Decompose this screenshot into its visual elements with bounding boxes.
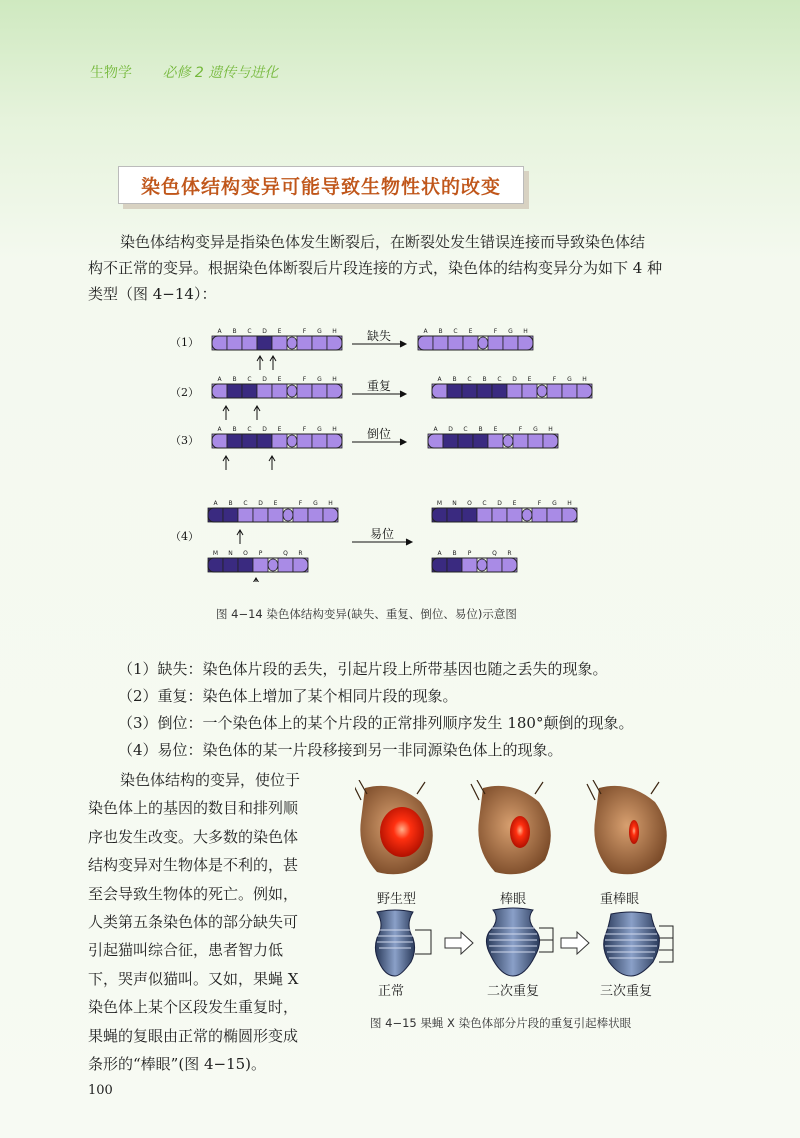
- label-normal: 正常: [378, 984, 405, 999]
- r1-after-centromere: [478, 337, 488, 349]
- r2-before-centromere: [287, 385, 297, 397]
- r4b-after-centromere: [477, 559, 487, 571]
- r4b-before-gene-N: [223, 558, 238, 572]
- r1-before-gene-label: A: [217, 328, 222, 335]
- r3-after-gene-B: [473, 434, 488, 448]
- left-line: 至会导致生物体的死亡。例如，: [88, 884, 299, 903]
- fly-head-wild-type: [355, 780, 433, 874]
- r4a-after-gene-label: M: [436, 500, 443, 507]
- header-subject: 生物学: [90, 65, 132, 81]
- r4b-before-gene-label: O: [243, 550, 248, 557]
- r3-after-gene-G: [528, 434, 543, 448]
- r1-after-gene-G: [503, 336, 518, 350]
- header-book: 必修 2 遗传与进化: [162, 65, 279, 81]
- intro-line-1: 染色体结构变异是指染色体发生断裂后，在断裂处发生错误连接而导致染色体结: [120, 233, 646, 251]
- r2-after-gene-label: D: [512, 376, 517, 383]
- r1-before-gene-label: D: [262, 328, 267, 335]
- r2-after-gene-E: [522, 384, 537, 398]
- r4a-after-gene-F: [532, 508, 547, 522]
- r4b-before-gene-M: [208, 558, 223, 572]
- r4b-before-gene-label: R: [298, 550, 303, 557]
- segment-normal: [375, 910, 431, 976]
- r2-before-gene-A: [212, 384, 227, 398]
- r2-after-gene-label: F: [552, 376, 557, 383]
- r2-after-gene-D: [507, 384, 522, 398]
- r4a-after-centromere: [522, 509, 532, 521]
- r4b-before-gene-label: P: [258, 550, 263, 557]
- r1-after-gene-label: G: [508, 328, 513, 335]
- r4b-after-gene-label: A: [437, 550, 442, 557]
- row-label-1: （1）: [170, 336, 199, 349]
- r4a-before-gene-E: [268, 508, 283, 522]
- r4a-before-gene-C: [238, 508, 253, 522]
- r1-after-gene-label: A: [423, 328, 428, 335]
- left-line: 条形的“棒眼”(图 4−15)。: [88, 1055, 267, 1074]
- arrow-duplication-label: 重复: [366, 379, 392, 393]
- definition-deletion: （1）缺失：染色体片段的丢失，引起片段上所带基因也随之丢失的现象。: [118, 660, 608, 678]
- r2-before-gene-F: [297, 384, 312, 398]
- r2-after-gene-label: H: [582, 376, 587, 383]
- r4a-before-gene-label: B: [228, 500, 233, 507]
- r2-before-gene-label: E: [277, 376, 282, 383]
- label-wild-type: 野生型: [377, 892, 417, 907]
- section-title-box: [118, 166, 524, 204]
- row-label-4: （4）: [170, 530, 199, 543]
- r4b-before-gene-P: [253, 558, 268, 572]
- r3-after-gene-label: G: [533, 426, 538, 433]
- r1-before-gene-D: [257, 336, 272, 350]
- r4a-after-gene-label: O: [467, 500, 472, 507]
- fly-head-double-bar-eye: [587, 780, 667, 874]
- r2-after-gene-label: A: [437, 376, 442, 383]
- r4a-after-gene-label: C: [482, 500, 487, 507]
- r4b-after-gene-P: [462, 558, 477, 572]
- r4b-after-gene-label: B: [452, 550, 457, 557]
- r4a-before-gene-A: [208, 508, 223, 522]
- arrow-duplication-head: [400, 391, 406, 397]
- arrow-deletion-label: 缺失: [366, 329, 392, 343]
- left-line: 染色体上某个区段发生重复时，: [88, 998, 299, 1017]
- r1-before-gene-G: [312, 336, 327, 350]
- r4a-before-gene-label: A: [213, 500, 218, 507]
- label-bar-eye: 棒眼: [500, 892, 527, 907]
- r3-before-gene-label: B: [232, 426, 237, 433]
- r3-before-gene-B: [227, 434, 242, 448]
- r4b-before-gene-label: N: [228, 550, 233, 557]
- r3-after-gene-label: C: [463, 426, 468, 433]
- r4a-before-gene-F: [293, 508, 308, 522]
- r2-before-gene-B: [227, 384, 242, 398]
- r4a-after-gene-G: [547, 508, 562, 522]
- r2-after-gene-label: C: [497, 376, 502, 383]
- r3-after-gene-label: D: [448, 426, 453, 433]
- r4b-after-gene-label: P: [467, 550, 472, 557]
- page-number: 100: [88, 1083, 113, 1098]
- r1-before-gene-label: G: [317, 328, 322, 335]
- figure-4-14-chromosome-variation: [160, 322, 620, 582]
- r1-before-gene-label: B: [232, 328, 237, 335]
- r3-before-gene-label: F: [302, 426, 307, 433]
- r4b-after-gene-R: [502, 558, 517, 572]
- segment-triple: [604, 912, 673, 976]
- r4b-after-gene-Q: [487, 558, 502, 572]
- r2-before-gene-label: A: [217, 376, 222, 383]
- r2-after-gene-F: [547, 384, 562, 398]
- r4a-after-gene-label: H: [567, 500, 572, 507]
- r4b-after-gene-A: [432, 558, 447, 572]
- row-label-2: （2）: [170, 386, 199, 399]
- intro-line-3: 类型（图 4−14）：: [88, 285, 217, 303]
- intro-paragraph: [88, 229, 712, 307]
- r3-after-gene-D: [443, 434, 458, 448]
- section-title: 染色体结构变异可能导致生物性状的改变: [140, 176, 501, 198]
- r2-before-gene-label: F: [302, 376, 307, 383]
- fly-head-bar-eye: [471, 780, 551, 874]
- r2-before-gene-C: [242, 384, 257, 398]
- r3-before-gene-E: [272, 434, 287, 448]
- r3-before-gene-C: [242, 434, 257, 448]
- r1-before-gene-B: [227, 336, 242, 350]
- r1-after-gene-label: C: [453, 328, 458, 335]
- r3-before-centromere: [287, 435, 297, 447]
- r2-after-gene-B: [447, 384, 462, 398]
- left-line: 下，哭声似猫叫。又如，果蝇 X: [88, 969, 299, 988]
- r2-before-gene-label: H: [332, 376, 337, 383]
- r3-before-gene-A: [212, 434, 227, 448]
- label-double-bar-eye: 重棒眼: [600, 892, 640, 907]
- r4a-before-gene-label: D: [258, 500, 263, 507]
- r4a-after-gene-N: [447, 508, 462, 522]
- r4a-before-gene-label: H: [328, 500, 333, 507]
- r3-before-gene-label: C: [247, 426, 252, 433]
- r2-before-gene-label: G: [317, 376, 322, 383]
- r1-after-gene-H: [518, 336, 533, 350]
- r4b-after-gene-B: [447, 558, 462, 572]
- r3-after-gene-A: [428, 434, 443, 448]
- r4b-before-gene-O: [238, 558, 253, 572]
- r4a-before-gene-D: [253, 508, 268, 522]
- r4a-after-gene-M: [432, 508, 447, 522]
- r1-before-gene-C: [242, 336, 257, 350]
- r4b-before-gene-label: Q: [283, 550, 288, 557]
- r4a-after-gene-label: F: [537, 500, 542, 507]
- r2-after-gene-label: B: [452, 376, 457, 383]
- label-triple-repeat: 三次重复: [600, 984, 653, 999]
- r2-after-gene-H: [577, 384, 592, 398]
- r3-after-gene-F: [513, 434, 528, 448]
- left-column-paragraph: [88, 766, 338, 1078]
- r1-before-gene-label: E: [277, 328, 282, 335]
- left-line: 序也发生改变。大多数的染色体: [88, 827, 299, 846]
- r3-after-gene-H: [543, 434, 558, 448]
- row-label-3: （3）: [170, 434, 199, 447]
- r1-after-gene-C: [448, 336, 463, 350]
- r3-before-gene-label: D: [262, 426, 267, 433]
- r4b-before-centromere: [268, 559, 278, 571]
- r2-after-gene-label: B: [482, 376, 487, 383]
- r3-before-gene-F: [297, 434, 312, 448]
- figure-4-15-caption: 图 4−15 果蝇 X 染色体部分片段的重复引起棒状眼: [370, 1016, 632, 1030]
- r3-before-gene-label: E: [277, 426, 282, 433]
- r1-before-centromere: [287, 337, 297, 349]
- r2-before-gene-label: D: [262, 376, 267, 383]
- r1-after-gene-label: H: [523, 328, 528, 335]
- r3-after-gene-label: H: [548, 426, 553, 433]
- r3-before-gene-label: G: [317, 426, 322, 433]
- r3-before-gene-G: [312, 434, 327, 448]
- r2-after-gene-A: [432, 384, 447, 398]
- left-line: 结构变异对生物体是不利的，甚: [88, 856, 299, 875]
- r3-after-gene-E: [488, 434, 503, 448]
- r4a-before-gene-G: [308, 508, 323, 522]
- r4a-before-gene-H: [323, 508, 338, 522]
- r4a-before-gene-label: F: [298, 500, 303, 507]
- r4a-before-gene-label: E: [273, 500, 278, 507]
- r4a-after-gene-H: [562, 508, 577, 522]
- figure-4-14-caption: 图 4−14 染色体结构变异(缺失、重复、倒位、易位)示意图: [216, 607, 517, 621]
- r3-after-gene-label: A: [433, 426, 438, 433]
- r2-before-gene-H: [327, 384, 342, 398]
- r3-before-gene-D: [257, 434, 272, 448]
- r1-before-gene-label: C: [247, 328, 252, 335]
- r1-after-gene-label: B: [438, 328, 443, 335]
- r4a-after-gene-label: G: [552, 500, 557, 507]
- r4a-after-gene-label: D: [497, 500, 502, 507]
- r2-after-gene-B: [477, 384, 492, 398]
- r1-after-gene-label: F: [493, 328, 498, 335]
- r2-after-gene-label: E: [527, 376, 532, 383]
- definition-inversion: （3）倒位：一个染色体上的某个片段的正常排列顺序发生 180°颠倒的现象。: [118, 714, 634, 732]
- arrow-inversion-head: [400, 439, 406, 445]
- r1-before-gene-F: [297, 336, 312, 350]
- r2-before-gene-E: [272, 384, 287, 398]
- r4a-after-gene-C: [477, 508, 492, 522]
- r3-before-gene-label: A: [217, 426, 222, 433]
- r4a-before-gene-label: C: [243, 500, 248, 507]
- r3-after-gene-C: [458, 434, 473, 448]
- left-line: 人类第五条染色体的部分缺失可: [88, 913, 299, 932]
- r1-after-gene-B: [433, 336, 448, 350]
- r3-before-gene-H: [327, 434, 342, 448]
- arrow-translocation-label: 易位: [369, 527, 395, 541]
- left-line: 引起猫叫综合征，患者智力低: [88, 941, 284, 960]
- r1-after-gene-E: [463, 336, 478, 350]
- r4a-before-gene-label: G: [313, 500, 318, 507]
- segment-double: [486, 908, 553, 976]
- r4a-before-centromere: [283, 509, 293, 521]
- r4b-before-gene-label: M: [212, 550, 219, 557]
- r1-before-gene-E: [272, 336, 287, 350]
- r2-after-gene-label: C: [467, 376, 472, 383]
- r2-after-gene-label: G: [567, 376, 572, 383]
- r2-after-gene-G: [562, 384, 577, 398]
- arrow-deletion-head: [400, 341, 406, 347]
- left-line: 染色体上的基因的数目和排列顺: [88, 799, 299, 818]
- r4a-before-gene-B: [223, 508, 238, 522]
- r2-after-centromere: [537, 385, 547, 397]
- arrow-translocation-head: [406, 539, 412, 545]
- r1-before-gene-H: [327, 336, 342, 350]
- r4b-before-gene-Q: [278, 558, 293, 572]
- left-line: 染色体结构的变异，使位于: [120, 771, 301, 789]
- r3-after-gene-label: E: [493, 426, 498, 433]
- running-header: [90, 62, 278, 82]
- r1-after-gene-label: E: [468, 328, 473, 335]
- r2-before-gene-D: [257, 384, 272, 398]
- r2-after-gene-C: [492, 384, 507, 398]
- r1-after-gene-A: [418, 336, 433, 350]
- r1-before-gene-A: [212, 336, 227, 350]
- r4b-after-gene-label: Q: [492, 550, 497, 557]
- hollow-arrow-2: [561, 932, 589, 954]
- r4b-after-gene-label: R: [507, 550, 512, 557]
- r3-after-centromere: [503, 435, 513, 447]
- r2-after-gene-C: [462, 384, 477, 398]
- intro-line-2: 构不正常的变异。根据染色体断裂后片段连接的方式，染色体的结构变异分为如下 4 种: [88, 259, 663, 277]
- r2-before-gene-label: C: [247, 376, 252, 383]
- hollow-arrow-1: [445, 932, 473, 954]
- definition-translocation: （4）易位：染色体的某一片段移接到另一非同源染色体上的现象。: [118, 741, 563, 759]
- definition-duplication: （2）重复：染色体上增加了某个相同片段的现象。: [118, 687, 458, 705]
- label-double-repeat: 二次重复: [487, 984, 540, 999]
- arrow-inversion-label: 倒位: [366, 427, 392, 441]
- r4a-after-gene-label: E: [512, 500, 517, 507]
- r1-before-gene-label: F: [302, 328, 307, 335]
- r3-before-gene-label: H: [332, 426, 337, 433]
- r4a-after-gene-label: N: [452, 500, 457, 507]
- r3-after-gene-label: B: [478, 426, 483, 433]
- r4a-after-gene-D: [492, 508, 507, 522]
- r1-before-gene-label: H: [332, 328, 337, 335]
- r4a-after-gene-E: [507, 508, 522, 522]
- r3-after-gene-label: F: [518, 426, 523, 433]
- r2-before-gene-label: B: [232, 376, 237, 383]
- left-line: 果蝇的复眼由正常的椭圆形变成: [88, 1026, 299, 1045]
- r2-before-gene-G: [312, 384, 327, 398]
- r1-after-gene-F: [488, 336, 503, 350]
- r4a-after-gene-O: [462, 508, 477, 522]
- r4b-before-gene-R: [293, 558, 308, 572]
